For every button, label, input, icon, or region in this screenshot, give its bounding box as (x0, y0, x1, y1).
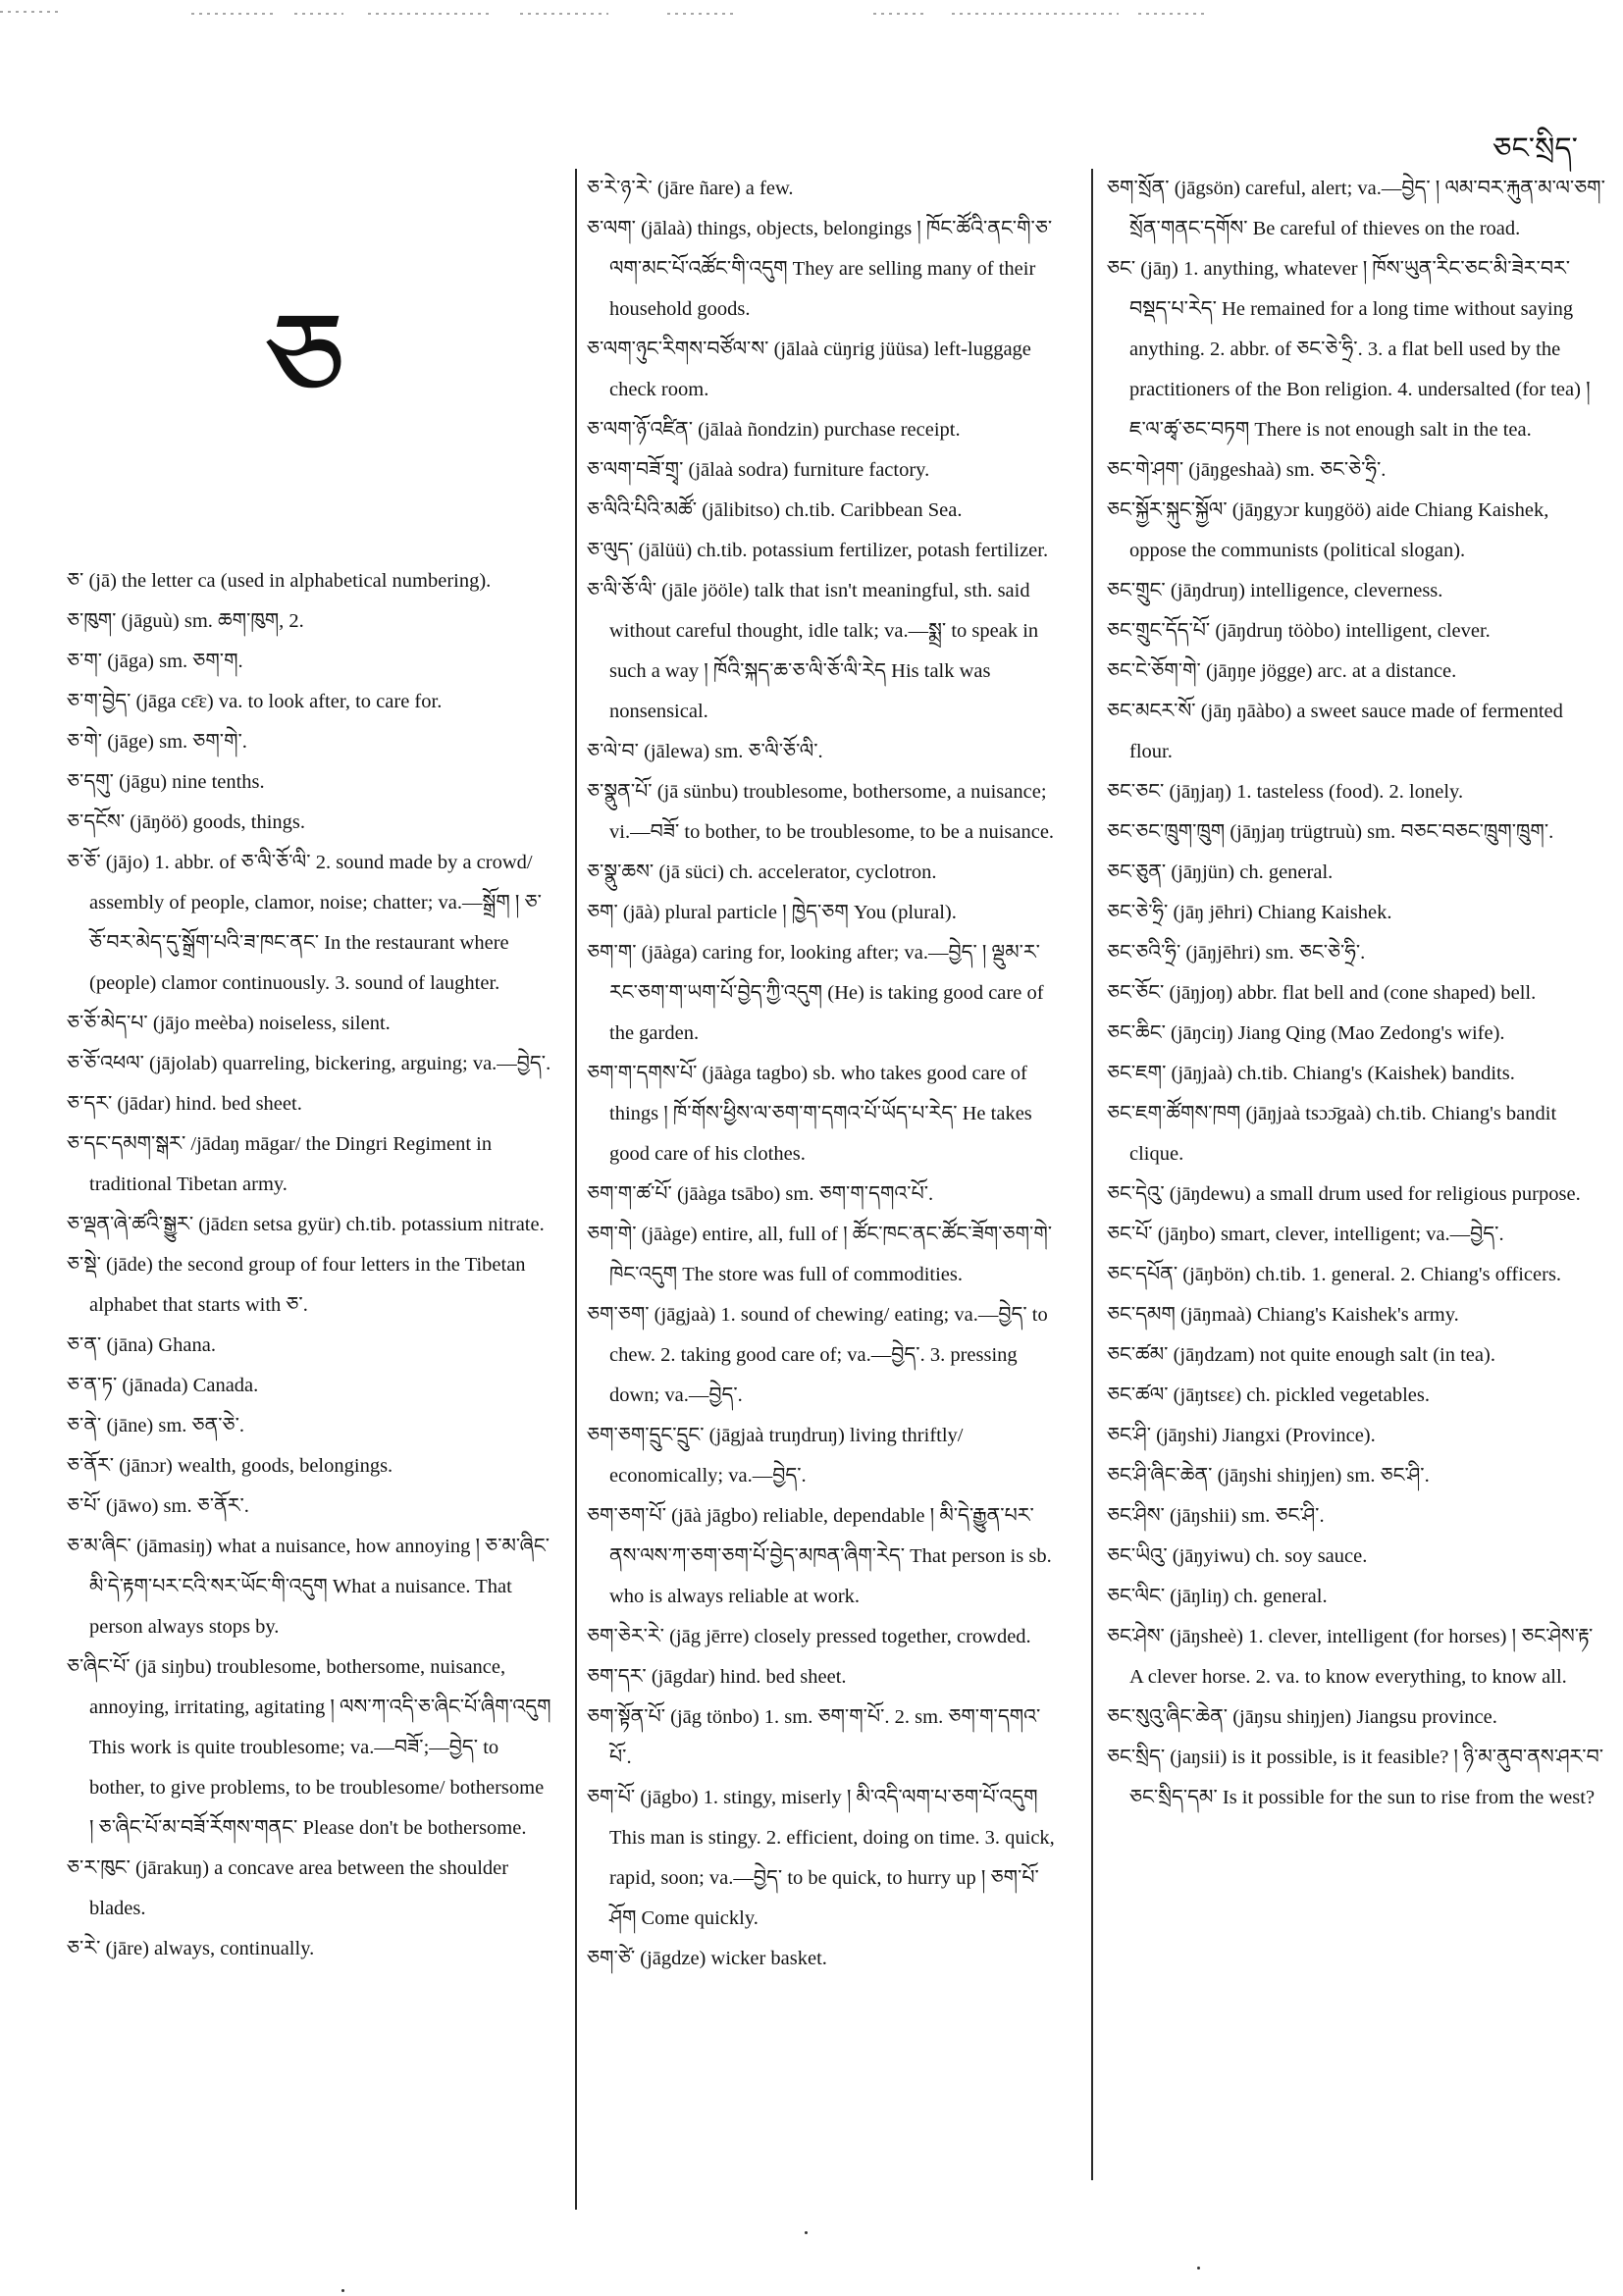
dictionary-entry: ཅ་ལག་ཉུང་རིགས་བཙོལ་ས་ (jālaà cüŋrig jüüsa) left-luggage check room. (587, 339, 1031, 400)
dictionary-entry: ཅ་ལི་ཅོ་ལི་ (jāle jööle) talk that isn't meaningful, sth. said without careful thought, idle talk; va.—སྨྲ་ to speak in such a way ། ཁོའི་སྐད་ཆ་ཅ་ལི་ཅོ་ལི་རེད His talk was nonsensical. (587, 580, 1039, 722)
dictionary-entry: ཅག་ཅག་པོ་ (jāà jāgbo) reliable, dependable ། མི་དེ་རྒྱུན་པར་ནས་ལས་ཀ་ཅག་ཅག་པོ་བྱེད་མཁན་ཞིག་རེད་ That person is sb. who is always reliable at work. (587, 1505, 1052, 1607)
dictionary-entry: ཅང་མངར་སོ་ (jāŋ ŋāàbo) a sweet sauce made of fermented flour. (1107, 701, 1563, 762)
running-headword: ཅང་སྲིད་ (1492, 131, 1578, 166)
column-rule-left (575, 169, 577, 2210)
dictionary-entry: ཅག་ (jāà) plural particle ། ཁྱེད་ཅག You (plural). (587, 902, 957, 923)
dictionary-entry: ཅང་ཤི་ (jāŋshi) Jiangxi (Province). (1107, 1425, 1376, 1446)
dictionary-entry: ཅང་གྲུང་ (jāŋdruŋ) intelligence, cleverness. (1107, 580, 1443, 601)
dictionary-entry: ཅ་ལག་ཉོ་འཛིན་ (jālaà ñondzin) purchase receipt. (587, 419, 961, 441)
dictionary-entry: ཅག་ཙེ་ (jāgdze) wicker basket. (587, 1948, 827, 1969)
dictionary-entry: ཅ་ཅོ་འཕལ་ (jājolab) quarreling, bickering, arguing; va.—བྱེད་. (67, 1053, 551, 1074)
dictionary-entry: ཅ་པོ་ (jāwo) sm. ཅ་ནོར་. (67, 1495, 249, 1517)
dictionary-entry: ཅ་རེ་ (jāre) always, continually. (67, 1938, 315, 1959)
dictionary-entry: ཅ་ན་ (jāna) Ghana. (67, 1334, 216, 1356)
dictionary-entry: ཅང་པོ་ (jāŋbo) smart, clever, intelligent; va.—བྱེད་. (1107, 1224, 1504, 1245)
dictionary-entry: ཅ་རེ་ཉ་རེ་ (jāre ñare) a few. (587, 178, 794, 199)
dictionary-entry: ཅག་དར་ (jāgdar) hind. bed sheet. (587, 1666, 847, 1688)
dictionary-entry: ཅག་ཅག་ (jāgjaà) 1. sound of chewing/ eating; va.—བྱེད་ to chew. 2. taking good care of; va.—བྱེད་. 3. pressing down; va.—བྱེད་. (587, 1304, 1048, 1406)
dictionary-entry: ཅག་སྲོན་ (jāgsön) careful, alert; va.—བྱེད་ ། ལམ་བར་རྐུན་མ་ལ་ཅག་སྲོན་གནང་དགོས་ Be careful of thieves on the road. (1107, 178, 1605, 239)
dictionary-entry: ཅ་ཅོ་མེད་པ་ (jājo meèba) noiseless, silent. (67, 1013, 391, 1034)
dictionary-entry: ཅང་དམག (jāŋmaà) Chiang's Kaishek's army. (1107, 1304, 1459, 1326)
dictionary-entry: ཅང་གྲུང་དོད་པོ་ (jāŋdruŋ töòbo) intelligent, clever. (1107, 620, 1491, 642)
dictionary-entry: ཅང་ཡིའུ་ (jāŋyiwu) ch. soy sauce. (1107, 1545, 1368, 1567)
dictionary-entry: ཅ་དང་དམག་སྒར་ /jādaŋ māgar/ the Dingri Regiment in traditional Tibetan army. (67, 1133, 493, 1195)
dictionary-entry: ཅང་ཅང་ཁྲུག་ཁྲུག (jāŋjaŋ trügtruù) sm. བཅང་བཅང་ཁྲུག་ཁྲུག་. (1107, 821, 1554, 843)
dictionary-entry: ཅ་ལྡན་ཞེ་ཚའི་སྒྱུར་ (jādɛn setsa gyür) ch.tib. potassium nitrate. (67, 1214, 545, 1235)
column-right (1107, 169, 1607, 2218)
dictionary-entry: ཅ་སྣུན་པོ་ (jā sünbu) troublesome, bothersome, a nuisance; vi.—བཟོ་ to bother, to be troublesome, to be a nuisance. (587, 781, 1055, 843)
dictionary-entry: ཅང་དཔོན་ (jāŋbön) ch.tib. 1. general. 2. Chiang's officers. (1107, 1264, 1562, 1285)
dictionary-entry: ཅ་ལུད་ (jālüü) ch.tib. potassium fertilizer, potash fertilizer. (587, 540, 1049, 561)
dictionary-entry: ཅག་སྟོན་པོ་ (jāg tönbo) 1. sm. ཅག་ག་པོ་. 2. sm. ཅག་ག་དགའ་པོ་. (587, 1706, 1041, 1768)
dictionary-entry: ཅང་ཅེ་ཧྲི་ (jāŋ jēhri) Chiang Kaishek. (1107, 902, 1392, 923)
scan-edge-marks (0, 0, 1623, 22)
dictionary-entry: ཅང་ཚལ་ (jāŋtsɛɛ) ch. pickled vegetables. (1107, 1384, 1430, 1406)
dictionary-entry: ཅག་ག་ (jāàga) caring for, looking after; va.—བྱེད་ ། ལྡུམ་ར་རང་ཅག་ག་ཡག་པོ་བྱེད་ཀྱི་འདུག (He) is taking good care of the garden. (587, 942, 1044, 1044)
dictionary-entry: ཅང་ཅའི་ཧྲི་ (jāŋjēhri) sm. ཅང་ཅེ་ཧྲི་. (1107, 942, 1366, 964)
dictionary-entry: ཅང་སྲིད་ (jaŋsii) is it possible, is it feasible? ། ཉི་མ་ནུབ་ནས་ཤར་བ་ཅང་སྲིད་དམ་ Is it possible for the sun to rise from the west? (1107, 1747, 1604, 1808)
dictionary-entry: ཅ་ནེ་ (jāne) sm. ཅན་ཅེ་. (67, 1415, 245, 1436)
dictionary-entry: ཅ་ཅོ་ (jājo) 1. abbr. of ཅ་ལི་ཅོ་ལི་ 2. sound made by a crowd/ assembly of people, clamor, noise; chatter; va.—སྒྲོག ། ཅ་ཅོ་བར་མེད་དུ་སྒྲོག་པའི་ཟ་ཁང་ནང་ In the restaurant where (people) clamor continuously. 3. sound of laughter. (67, 852, 542, 994)
dictionary-entry: ཅ་སྣུ་ཆས་ (jā süci) ch. accelerator, cyclotron. (587, 861, 937, 883)
dictionary-entry: ཅང་སུའུ་ཞིང་ཆེན་ (jāŋsu shiŋjen) Jiangsu province. (1107, 1706, 1497, 1728)
dictionary-entry: ཅ་མ་ཞིང་ (jāmasiŋ) what a nuisance, how annoying ། ཅ་མ་ཞིང་མི་དེ་རྟག་པར་ངའི་སར་ཡོང་གི་འདུག What a nuisance. That person always stops by. (67, 1536, 550, 1638)
dictionary-entry: ཅ་སྡེ་ (jāde) the second group of four letters in the Tibetan alphabet that starts with ཅ་. (67, 1254, 526, 1316)
scan-speck (341, 2289, 344, 2292)
dictionary-entry: ཅང་ཤིས་ (jāŋshii) sm. ཅང་ཤི་. (1107, 1505, 1325, 1527)
dictionary-entry: ཅ་ག་བྱེད་ (jāga cɛ̄ɛ) va. to look after, to care for. (67, 691, 443, 712)
dictionary-entry: ཅ་ལག་ (jālaà) things, objects, belongings ། ཁོང་ཚོའི་ནང་གི་ཅ་ལག་མང་པོ་འཚོང་གི་འདུག They are selling many of their household goods. (587, 218, 1053, 320)
dictionary-entry: ཅང་སྐྱོར་སྐུང་སྐྱོལ་ (jāŋgyɔr kuŋgöö) aide Chiang Kaishek, oppose the communists (political slogan). (1107, 499, 1549, 561)
dictionary-entry: ཅ་ལིའི་པིའི་མཚོ་ (jālibitso) ch.tib. Caribbean Sea. (587, 499, 963, 521)
dictionary-entry: ཅང་གེ་ཤག་ (jāŋgeshaà) sm. ཅང་ཅེ་ཧྲི་. (1107, 459, 1387, 481)
dictionary-entry: ཅག་པོ་ (jāgbo) 1. stingy, miserly ། མི་འདི་ལག་པ་ཅག་པོ་འདུག This man is stingy. 2. efficient, doing on time. 3. quick, rapid, soon; va.—བྱེད་ to be quick, to hurry up ། ཅག་པོ་ཤོག Come quickly. (587, 1787, 1055, 1929)
dictionary-entry: ཅང་ཆིང་ (jāŋciŋ) Jiang Qing (Mao Zedong's wife). (1107, 1022, 1505, 1044)
dictionary-entry: ཅ་ལེ་བ་ (jālewa) sm. ཅ་ལི་ཅོ་ལི་. (587, 741, 823, 762)
dictionary-entry: ཅ་ཁུག་ (jāguù) sm. ཆག་ཁུག, 2. (67, 610, 304, 632)
section-letter: ཅ (265, 284, 346, 433)
dictionary-entry: ཅང་དེའུ་ (jāŋdewu) a small drum used for religious purpose. (1107, 1183, 1581, 1205)
dictionary-entry: ཅ་ར་ཁུང་ (jārakuŋ) a concave area between the shoulder blades. (67, 1857, 509, 1919)
dictionary-entry: ཅ་ཞིང་པོ་ (jā siŋbu) troublesome, bothersome, nuisance, annoying, irritating, agitating ། ལས་ཀ་འདི་ཅ་ཞིང་པོ་ཞིག་འདུག This work is quite troublesome; va.—བཟོ་;—བྱེད་ to bother, to give problems, to be troublesome/ bothersome ། ཅ་ཞིང་པོ་མ་བཟོ་རོགས་གནང་ Please don't be bothersome. (67, 1656, 551, 1839)
dictionary-entry: ཅང་ཤེས་ (jāŋsheè) 1. clever, intelligent (for horses) ། ཅང་ཤེས་རྟ་ A clever horse. 2. va. to know everything, to know all. (1107, 1626, 1594, 1688)
dictionary-entry: ཅ་དགུ་ (jāgu) nine tenths. (67, 771, 265, 793)
dictionary-entry: ཅ་དངོས་ (jāŋöö) goods, things. (67, 811, 305, 833)
column-middle (587, 169, 1058, 2218)
column-rule-right (1091, 169, 1093, 2180)
dictionary-entry: ཅ་ན་ཏ་ (jānada) Canada. (67, 1375, 259, 1396)
dictionary-entry: ཅ་གེ་ (jāge) sm. ཅག་གེ་. (67, 731, 247, 753)
dictionary-entry: ཅང་ (jāŋ) 1. anything, whatever ། ཁོས་ཡུན་རིང་ཅང་མི་ཟེར་བར་བསྡད་པ་རེད་ He remained for a long time without saying anything. 2. abbr. of ཅང་ཅེ་ཧྲི་. 3. a flat bell used by the practitioners of the Bon religion. 4. undersalted (for tea) ། ཇ་ལ་ཚྭ་ཅང་བཏག There is not enough salt in the tea. (1107, 258, 1591, 441)
dictionary-entry: ཅང་ཅོང་ (jāŋjoŋ) abbr. flat bell and (cone shaped) bell. (1107, 982, 1537, 1004)
dictionary-entry: ཅ་དར་ (jādar) hind. bed sheet. (67, 1093, 302, 1115)
dictionary-entry: ཅང་ཇག་ (jāŋjaà) ch.tib. Chiang's (Kaishek) bandits. (1107, 1063, 1515, 1084)
dictionary-entry: ཅག་ཅག་དྲུང་དྲུང་ (jāgjaà truŋdruŋ) living thriftly/ economically; va.—བྱེད་. (587, 1425, 964, 1487)
dictionary-entry: ཅག་ཅེར་རེ་ (jāg jērre) closely pressed together, crowded. (587, 1626, 1031, 1647)
dictionary-entry: ཅང་ཅང་ (jāŋjaŋ) 1. tasteless (food). 2. lonely. (1107, 781, 1464, 803)
dictionary-entry: ཅག་ག་ཚ་པོ་ (jāàga tsābo) sm. ཅག་ག་དགའ་པོ་. (587, 1183, 934, 1205)
dictionary-entry: ཅང་ངེ་ཅོག་གེ་ (jāŋŋe jögge) arc. at a distance. (1107, 660, 1457, 682)
dictionary-entry: ཅ་ལག་བཟོ་གྲྭ་ (jālaà sodra) furniture factory. (587, 459, 930, 481)
dictionary-entry: ཅང་ཅུན་ (jāŋjün) ch. general. (1107, 861, 1334, 883)
dictionary-entry: ཅང་ལིང་ (jāŋliŋ) ch. general. (1107, 1586, 1328, 1607)
scan-speck (1197, 2267, 1200, 2270)
dictionary-entry: ཅང་ཤི་ཞིང་ཆེན་ (jāŋshi shiŋjen) sm. ཅང་ཤི་. (1107, 1465, 1430, 1487)
scan-speck (805, 2231, 808, 2234)
dictionary-entry: ཅང་ཇག་ཚོགས་ཁག (jāŋjaà tsɔɔ̄gaà) ch.tib. Chiang's bandit clique. (1107, 1103, 1557, 1165)
dictionary-entry: ཅ་ག་ (jāga) sm. ཅག་ག. (67, 651, 243, 672)
dictionary-entry: ཅ་ (jā) the letter ca (used in alphabetical numbering). (67, 570, 492, 592)
dictionary-entry: ཅང་ཚམ་ (jāŋdzam) not quite enough salt (in tea). (1107, 1344, 1495, 1366)
dictionary-entry: ཅག་གེ་ (jāàge) entire, all, full of ། ཚོང་ཁང་ནང་ཚོང་ཟོག་ཅག་གེ་ཁེང་འདུག The store was full of commodities. (587, 1224, 1053, 1285)
column-left (67, 169, 552, 2218)
dictionary-entry: ཅག་ག་དགས་པོ་ (jāàga tagbo) sb. who takes good care of things ། ཁོ་གོས་ཕྱིས་ལ་ཅག་ག་དགའ་པོ་ཡོད་པ་རེད་ He takes good care of his clothes. (587, 1063, 1032, 1165)
dictionary-entry: ཅ་ནོར་ (jānɔr) wealth, goods, belongings. (67, 1455, 393, 1477)
